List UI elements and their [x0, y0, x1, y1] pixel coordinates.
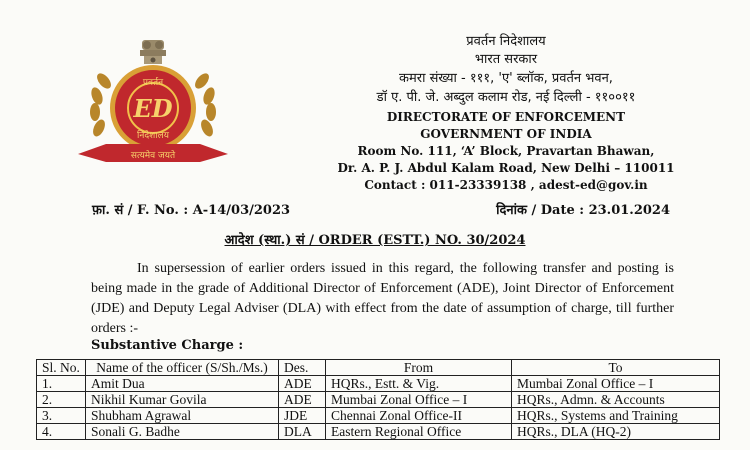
cell-designation: ADE	[279, 392, 326, 408]
header-org-name: DIRECTORATE OF ENFORCEMENT	[386, 110, 626, 124]
header-hindi-org: प्रवर्तन निदेशालय	[466, 34, 546, 49]
cell-officer-name: Amit Dua	[86, 376, 279, 392]
order-date: दिनांक / Date : 23.01.2024	[496, 203, 670, 218]
order-paragraph-text: In supersession of earlier orders issued in this regard, the following transfer and posting is being made in the grade of Additional Director of Enforcement (ADE), Joint Director of Enforcement (JDE) and Deputy Legal Adviser (DLA) with effect from the date of assumption of charge, till further orders :-	[91, 261, 674, 336]
order-title: आदेश (स्था.) सं / ORDER (ESTT.) NO. 30/2024	[224, 233, 526, 248]
order-paragraph	[91, 259, 674, 339]
table-row	[37, 376, 720, 392]
emblem-upper-text: प्रवर्तन	[142, 78, 164, 88]
emblem-monogram: ED	[133, 94, 173, 123]
cell-officer-name: Sonali G. Badhe	[86, 424, 279, 440]
cell-from: HQRs., Estt. & Vig.	[326, 376, 512, 392]
header-hindi-address1: कमरा संख्या - १११, 'ए' ब्लॉक, प्रवर्तन भवन,	[399, 71, 613, 86]
cell-officer-name: Nikhil Kumar Govila	[86, 392, 279, 408]
substantive-charge-heading: Substantive Charge :	[91, 338, 244, 353]
cell-sl-no: 1.	[37, 376, 86, 392]
emblem-lower-text: निदेशालय	[137, 131, 169, 141]
table-row	[37, 424, 720, 440]
cell-from: Eastern Regional Office	[326, 424, 512, 440]
cell-sl-no: 4.	[37, 424, 86, 440]
cell-to: HQRs., DLA (HQ-2)	[512, 424, 720, 440]
cell-to: HQRs., Admn. & Accounts	[512, 392, 720, 408]
header-designation: Des.	[279, 360, 326, 376]
emblem-motto: सत्यमेव जयते	[130, 151, 176, 161]
cell-sl-no: 3.	[37, 408, 86, 424]
header-hindi-address2: डॉ ए. पी. जे. अब्दुल कलाम रोड, नई दिल्ली - ११००११	[376, 90, 636, 105]
transfer-table	[36, 359, 720, 440]
cell-from: Chennai Zonal Office-II	[326, 408, 512, 424]
table-row	[37, 408, 720, 424]
cell-officer-name: Shubham Agrawal	[86, 408, 279, 424]
cell-sl-no: 2.	[37, 392, 86, 408]
header-hindi-govt: भारत सरकार	[474, 52, 538, 67]
header-address-line2: Dr. A. P. J. Abdul Kalam Road, New Delhi – 110011	[337, 161, 675, 175]
cell-designation: JDE	[279, 408, 326, 424]
table-header-row	[37, 360, 720, 376]
header-to: To	[512, 360, 720, 376]
header-sl-no: Sl. No.	[37, 360, 86, 376]
header-address-line1: Room No. 111, ‘A’ Block, Pravartan Bhawan,	[357, 144, 655, 158]
cell-to: HQRs., Systems and Training	[512, 408, 720, 424]
cell-from: Mumbai Zonal Office – I	[326, 392, 512, 408]
header-officer-name: Name of the officer (S/Sh./Ms.)	[86, 360, 279, 376]
ed-emblem	[70, 36, 235, 176]
cell-designation: ADE	[279, 376, 326, 392]
table-row	[37, 392, 720, 408]
header-contact: Contact : 011-23339138 , adest-ed@gov.in	[364, 178, 648, 192]
lion-capital-icon	[140, 40, 166, 64]
header-from: From	[326, 360, 512, 376]
cell-to: Mumbai Zonal Office – I	[512, 376, 720, 392]
header-govt-name: GOVERNMENT OF INDIA	[420, 127, 592, 141]
file-number: फ़ा. सं / F. No. : A-14/03/2023	[92, 203, 291, 218]
cell-designation: DLA	[279, 424, 326, 440]
